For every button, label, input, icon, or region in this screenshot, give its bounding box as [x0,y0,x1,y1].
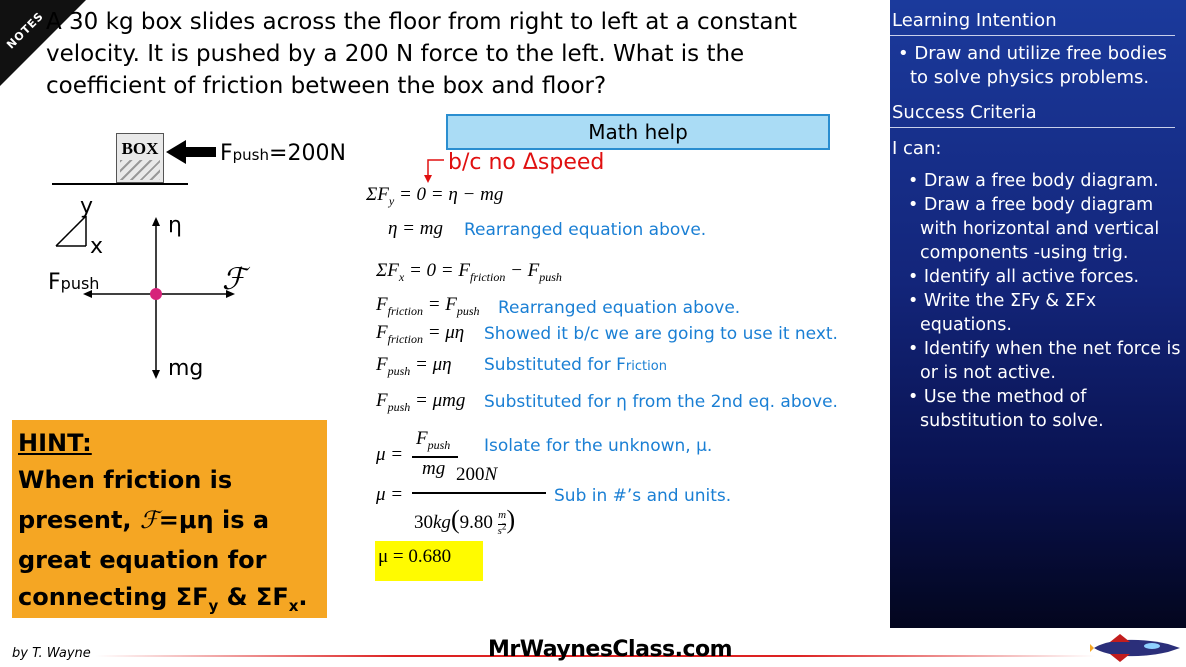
push-force-fbd-label: Fpush [48,270,100,295]
hint-title: HINT: [18,429,92,457]
criteria-item: • Use the method of substitution to solve. [908,387,1104,431]
step-note-6: Isolate for the unknown, μ. [484,436,713,456]
substituted-numerator: 200N [456,464,498,485]
success-criteria-rule [890,127,1175,128]
success-criteria-heading: Success Criteria [892,102,1037,123]
equation-mu-substituted: μ = [376,484,404,505]
math-help-banner: Math help [446,114,830,150]
step-note-2: Rearranged equation above. [498,298,741,318]
criteria-item: • Write the ΣFy & ΣFx equations. [908,291,1097,335]
floor-line [52,183,188,185]
learning-intention-heading: Learning Intention [892,10,1057,31]
weight-force-label: mg [168,356,204,381]
learning-intention-rule [890,35,1175,36]
bc-note: b/c no Δspeed [448,150,605,175]
fraction-denominator: mg [422,458,446,479]
equation-mu-fraction: μ = [376,444,404,465]
objectives-panel [890,0,1186,628]
criteria-item: • Draw a free body diagram with horizontal and vertical components -using trig. [908,195,1160,263]
hint-line-3: great equation for [18,546,267,574]
axis-x-label: x [90,234,104,259]
substituted-denominator: $30kg(9.80 \frac{m}{s^2})$ [414,505,516,537]
i-can-label: I can: [892,138,942,159]
normal-force-label: η [168,213,182,238]
friction-force-label: ℱ [222,262,246,297]
substituted-fraction-bar [412,492,546,494]
equation-friction-push: $F_{friction} = F_{push}$ [376,294,480,318]
criteria-item: • Identify when the net force is or is not active. [908,339,1181,383]
push-force-label: Fpush=200N [220,141,346,166]
hint-line-1: When friction is [18,466,233,494]
bc-note-arrow-icon [422,158,446,184]
equation-sum-fy: $\Sigma F_y = 0 = \eta$ − mg [366,184,504,208]
equation-push-mumg: $F_{push} = \mu mg$ [376,390,466,414]
fraction-numerator: $F_{push}$ [416,428,451,452]
question-text: A 30 kg box slides across the floor from right to left at a constant velocity. It is pushed by a 200 N force to the left. What is the coefficient of friction between the box and floor? [46,9,798,99]
box-crate-lines [120,160,160,180]
equation-friction-mu: $F_{friction} = \mu\eta$ [376,322,465,346]
notes-label: NOTES [4,9,47,52]
push-arrow-icon [164,138,218,166]
hint-box [12,420,327,618]
author-credit: by T. Wayne [12,646,91,661]
learning-item: • Draw and utilize free bodies to solve physics problems. [898,43,1167,88]
hint-line-4: connecting $\Sigma F_y$ & $\Sigma F_x$. [18,583,308,615]
step-note-1: Rearranged equation above. [464,220,707,240]
step-note-3: Showed it b/c we are going to use it next. [484,324,838,344]
axis-y-label: y [80,194,94,219]
criteria-item: • Identify all active forces. [908,267,1140,287]
equation-sum-fx: $\Sigma F_x = 0 = F_{friction} - F_{push}$ [376,260,562,284]
rocket-logo-icon [1090,632,1182,664]
equation-push-mu: $F_{push} = \mu\eta$ [376,354,452,378]
step-note-5: Substituted for η from the 2nd eq. above. [484,392,838,412]
step-note-7: Sub in #’s and units. [554,486,732,506]
free-body-diagram [80,214,240,384]
answer-equation: μ = 0.680 [378,546,452,567]
box-label: BOX [121,139,159,158]
site-name: MrWaynesClass.com [488,637,733,662]
equation-normal: η = mg [388,218,443,239]
hint-line-2: present, ℱ=μη is a [18,506,270,534]
step-note-4: Substituted for Friction [484,355,667,375]
criteria-item: • Draw a free body diagram. [908,171,1159,191]
